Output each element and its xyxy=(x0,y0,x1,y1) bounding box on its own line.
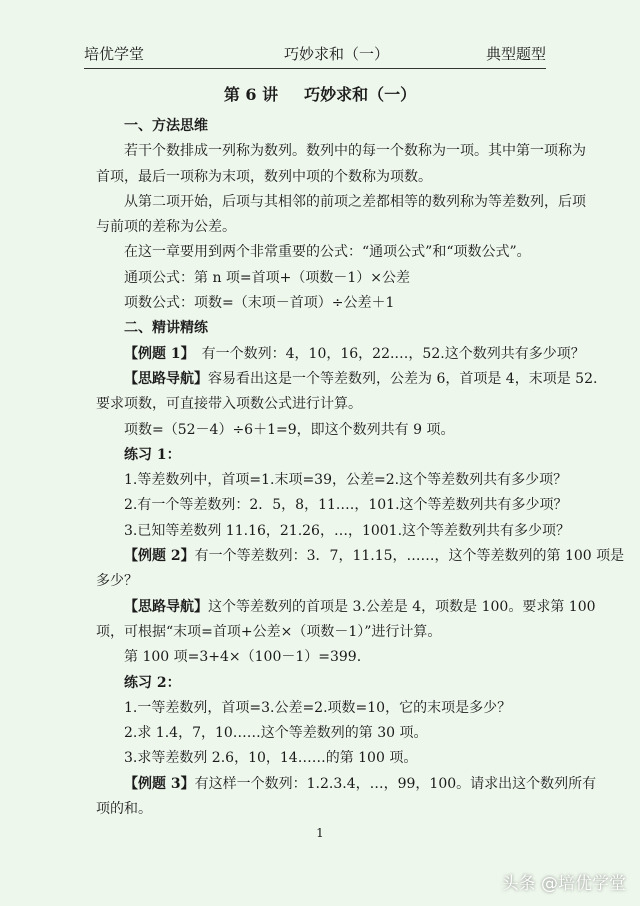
section-heading xyxy=(96,671,551,696)
line-text: 多少？ xyxy=(96,573,138,590)
section-heading xyxy=(96,443,551,468)
line-text: 1.一等差数列，首项=3.公差=2.项数=10，它的末项是多少？ xyxy=(124,699,512,716)
text-line xyxy=(96,544,625,569)
line-text: 从第二项开始，后项与其相邻的前项之差都相等的数列称为等差数列，后项 xyxy=(124,193,586,210)
line-text: 1.等差数列中，首项=1.末项=39，公差=2.这个等差数列共有多少项？ xyxy=(124,472,568,489)
line-text: 第 100 项=3+4×（100－1）=399. xyxy=(124,649,362,666)
text-line xyxy=(96,519,571,544)
line-text: 若干个数排成一列称为数列。数列中的每一个数称为一项。其中第一项称为 xyxy=(124,143,586,160)
text-line xyxy=(96,266,551,291)
text-line xyxy=(96,746,551,771)
line-text: 3.求等差数列 2.6，10，14……的第 100 项。 xyxy=(124,750,418,767)
line-text: 有一个数列：4，10，16，22.…，52.这个数列共有多少项？ xyxy=(187,345,585,362)
text-line xyxy=(96,367,598,392)
text-line xyxy=(96,595,596,620)
line-text: 2.求 1.4，7，10……这个等差数列的第 30 项。 xyxy=(124,725,428,742)
text-line xyxy=(96,190,586,215)
document-body xyxy=(96,114,625,822)
text-line xyxy=(96,772,597,797)
section-heading xyxy=(96,114,551,139)
line-text: 一、方法思维 xyxy=(124,118,208,134)
example-tag: 【例题 3】 xyxy=(124,775,195,792)
text-line xyxy=(96,468,568,493)
lecture-number: 第 6 讲 xyxy=(223,85,279,104)
text-line xyxy=(96,797,551,822)
line-text: 与前项的差称为公差。 xyxy=(96,219,236,236)
line-text: 2.有一个等差数列：2．5，8，11.…，101.这个等差数列共有多少项？ xyxy=(124,497,568,514)
example-tag: 【思路导航】 xyxy=(124,370,208,387)
line-text: 要求项数，可直接带入项数公式进行计算。 xyxy=(96,396,362,413)
line-text: 有一个等差数列：3．7，11.15，……，这个等差数列的第 100 项是 xyxy=(194,548,625,565)
text-line xyxy=(96,493,568,518)
line-text: 3.已知等差数列 11.16，21.26，…，1001.这个等差数列共有多少项？ xyxy=(124,522,571,539)
text-line xyxy=(96,165,551,190)
line-text: 容易看出这是一个等差数列，公差为 6，首项是 4，末项是 52. xyxy=(208,370,598,387)
text-line xyxy=(96,139,586,164)
watermark: 头条 @培优学堂 xyxy=(501,874,626,894)
line-text: 项，可根据“末项=首项+公差×（项数－1）”进行计算。 xyxy=(96,623,442,640)
line-text: 首项，最后一项称为末项，数列中项的个数称为项数。 xyxy=(96,168,432,185)
text-line xyxy=(96,696,551,721)
line-text: 二、精讲精练 xyxy=(124,320,208,337)
text-line xyxy=(96,291,551,316)
page-header xyxy=(84,44,546,69)
text-line xyxy=(96,721,551,746)
example-tag: 【思路导航】 xyxy=(124,598,208,615)
text-line xyxy=(96,240,551,265)
text-line xyxy=(96,620,551,645)
text-line xyxy=(96,215,551,240)
line-text: 通项公式：第 n 项=首项+（项数－1）×公差 xyxy=(124,269,411,286)
line-text: 练习 2： xyxy=(124,674,181,691)
line-text: 项的和。 xyxy=(96,801,152,818)
lecture-name: 巧妙求和（一） xyxy=(304,85,417,104)
header-right: 典型题型 xyxy=(485,45,546,63)
header-left: 培优学堂 xyxy=(84,45,145,63)
line-text: 这个等差数列的首项是 3.公差是 4，项数是 100。要求第 100 xyxy=(208,598,596,615)
example-tag: 【例题 2】 xyxy=(124,548,195,565)
text-line xyxy=(96,342,585,367)
line-text: 在这一章要用到两个非常重要的公式：“通项公式”和“项数公式”。 xyxy=(124,244,531,261)
text-line xyxy=(96,645,551,670)
text-line xyxy=(96,418,551,443)
line-text: 练习 1： xyxy=(124,446,181,463)
line-text: 有这样一个数列：1.2.3.4，…，99，100。请求出这个数列所有 xyxy=(194,775,597,792)
page-number: 1 xyxy=(316,826,324,840)
lecture-title xyxy=(0,84,640,106)
header-center: 巧妙求和（一） xyxy=(284,45,390,63)
example-tag: 【例题 1】 xyxy=(124,345,188,362)
line-text: 项数公式：项数=（末项－首项）÷公差＋1 xyxy=(124,295,395,312)
section-heading xyxy=(96,316,551,341)
text-line xyxy=(96,569,551,594)
text-line xyxy=(96,392,551,417)
line-text: 项数=（52－4）÷6＋1=9，即这个数列共有 9 项。 xyxy=(124,421,455,438)
